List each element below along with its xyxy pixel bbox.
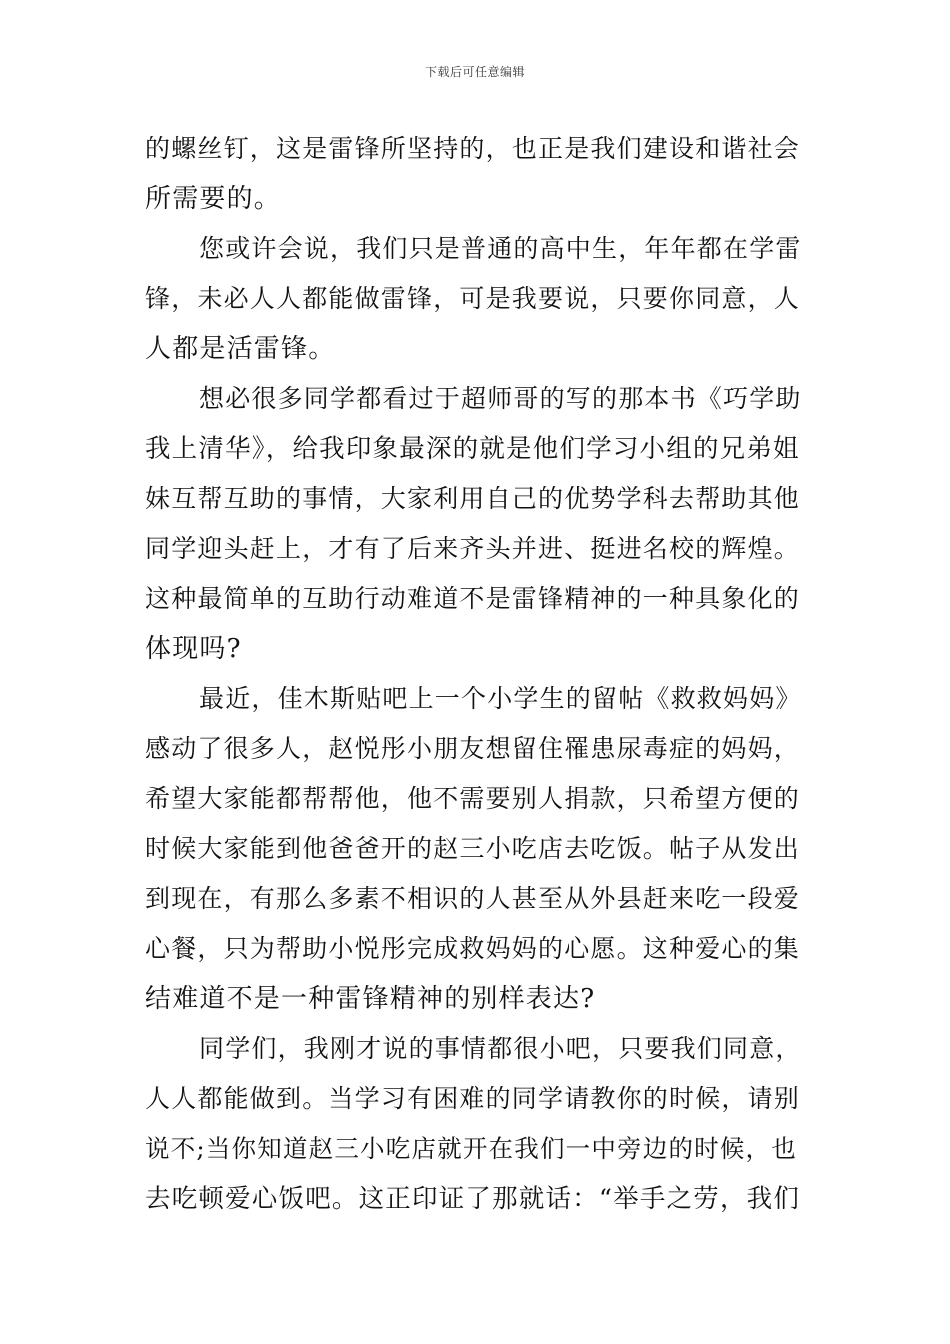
text-line: 感动了很多人，赵悦彤小朋友想留住罹患尿毒症的妈妈，	[145, 734, 801, 763]
text-line: 的螺丝钉，这是雷锋所坚持的，也正是我们建设和谐社会	[145, 134, 801, 163]
text-line: 人都是活雷锋。	[145, 334, 336, 364]
paragraph-start-line: 您或许会说，我们只是普通的高中生，年年都在学雷	[199, 234, 802, 263]
text-line: 说不;当你知道赵三小吃店就开在我们一中旁边的时候，也	[145, 1134, 797, 1163]
text-line: 到现在，有那么多素不相识的人甚至从外县赶来吃一段爱	[145, 884, 801, 913]
text-line: 体现吗?	[145, 634, 242, 664]
text-line: 妹互帮互助的事情，大家利用自己的优势学科去帮助其他	[145, 484, 801, 513]
text-line: 心餐，只为帮助小悦彤完成救妈妈的心愿。这种爱心的集	[145, 934, 801, 963]
text-line: 同学迎头赶上，才有了后来齐头并进、挺进名校的辉煌。	[145, 534, 801, 563]
paragraph-start-line: 最近，佳木斯贴吧上一个小学生的留帖《救救妈妈》	[199, 684, 802, 713]
paragraph-start-line: 同学们，我刚才说的事情都很小吧，只要我们同意，	[199, 1034, 802, 1063]
text-line: 结难道不是一种雷锋精神的别样表达?	[145, 984, 596, 1014]
paragraph-start-line: 想必很多同学都看过于超师哥的写的那本书《巧学助	[199, 384, 802, 413]
body-text	[145, 124, 807, 1224]
text-line: 时候大家能到他爸爸开的赵三小吃店去吃饭。帖子从发出	[145, 834, 801, 863]
header-note: 下载后可任意编辑	[424, 65, 525, 79]
text-line: 所需要的。	[145, 184, 282, 214]
text-line: 希望大家能都帮帮他，他不需要别人捐款，只希望方便的	[145, 784, 801, 813]
text-line: 人人都能做到。当学习有困难的同学请教你的时候，请别	[145, 1084, 801, 1113]
text-line: 我上清华》，给我印象最深的就是他们学习小组的兄弟姐	[145, 434, 800, 464]
text-line: 这种最简单的互助行动难道不是雷锋精神的一种具象化的	[145, 584, 801, 613]
text-line: 去吃顿爱心饭吧。这正印证了那就话：“举手之劳，我们	[145, 1184, 801, 1214]
text-line: 锋，未必人人都能做雷锋，可是我要说，只要你同意，人	[145, 284, 801, 313]
